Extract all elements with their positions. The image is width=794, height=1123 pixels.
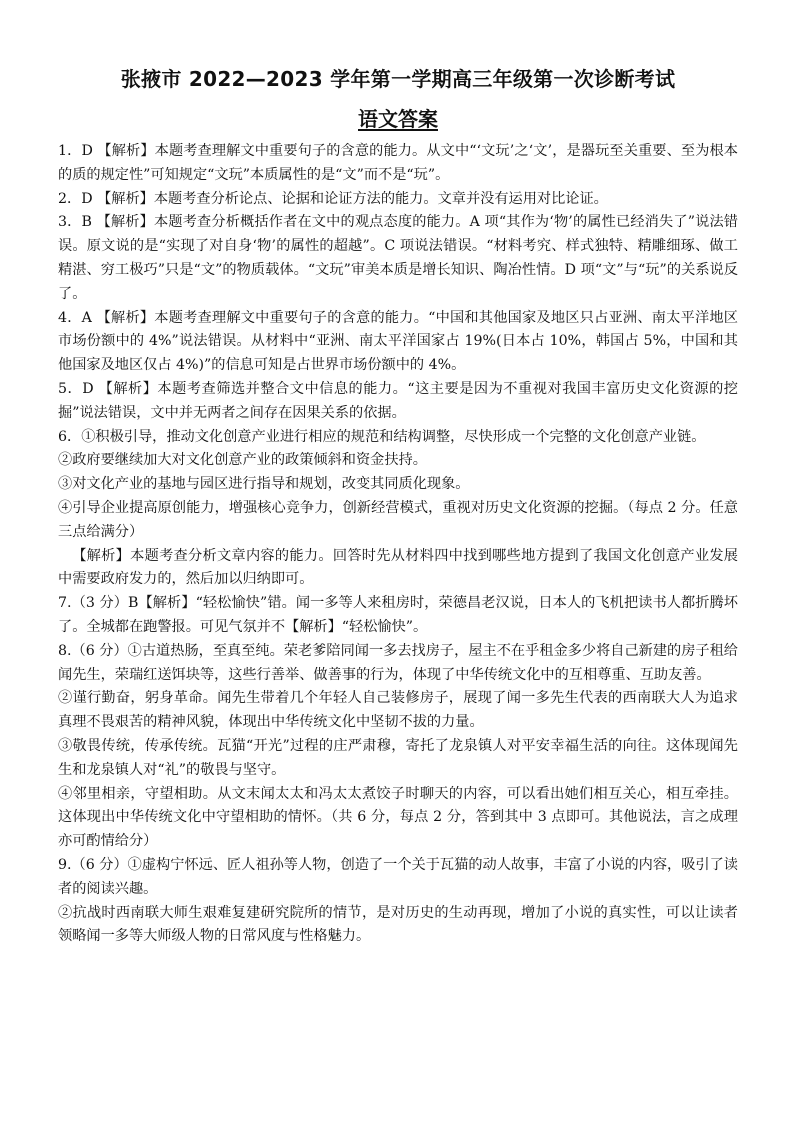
exam-title: 张掖市 2022—2023 学年第一学期高三年级第一次诊断考试	[120, 67, 676, 91]
answer-item-7: 7.（3 分）B【解析】“轻松愉快”错。闻一多等人来租房时，荣德昌老汉说，日本人的飞机把读书人都折腾坏了。全城都在跑警报。可见气氛并不【解析】“轻松愉快”。	[58, 595, 738, 635]
answer-item-9-point-1: 9.（6 分）①虚构宁怀远、匠人祖孙等人物，创造了一个关于瓦猫的动人故事，丰富了小说的内容，吸引了读者的阅读兴趣。	[58, 856, 738, 897]
answer-item-6-point-4: ④引导企业提高原创能力，增强核心竞争力，创新经营模式，重视对历史文化资源的挖掘。（每点 2 分。任意三点给满分）	[58, 499, 738, 540]
answer-item-4: 4．A 【解析】本题考查理解文中重要句子的含意的能力。“中国和其他国家及地区只占亚洲、南太平洋地区市场份额中的 4%”说法错误。从材料中“亚洲、南太平洋国家占 19%(日本占 10%，韩国占 5%，中国和其他国家及地区仅占 4%)”的信息可知是占世界市场份额中的 4%。	[58, 309, 738, 374]
answer-item-6-analysis: 【解析】本题考查分析文章内容的能力。回答时先从材料四中找到哪些地方提到了我国文化创意产业发展中需要政府发力的，然后加以归纳即可。	[58, 547, 738, 588]
answer-item-1: 1．D 【解析】本题考查理解文中重要句子的含意的能力。从文中“‘文玩’之‘文’，是器玩至关重要、至为根本的质的规定性”可知规定“文玩”本质属性的是“文”而不是“玩”。	[58, 143, 738, 183]
answer-item-8-point-2: ②谨行勤奋，躬身革命。闻先生带着几个年轻人自己装修房子，展现了闻一多先生代表的西南联大人为追求真理不畏艰苦的精神风貌，体现出中华传统文化中坚韧不拔的力量。	[58, 690, 738, 731]
answer-item-8-point-3: ③敬畏传统，传承传统。瓦猫“开光”过程的庄严肃穆，寄托了龙泉镇人对平安幸福生活的向往。这体现闻先生和龙泉镇人对“礼”的敬畏与坚守。	[58, 737, 738, 778]
answer-item-5: 5．D 【解析】本题考查筛选并整合文中信息的能力。“这主要是因为不重视对我国丰富历史文化资源的挖掘”说法错误，文中并无两者之间存在因果关系的依据。	[58, 380, 738, 421]
answer-item-2: 2．D 【解析】本题考查分析论点、论据和论证方法的能力。文章并没有运用对比论证。	[58, 190, 608, 207]
answer-item-6-point-1: 6．①积极引导，推动文化创意产业进行相应的规范和结构调整，尽快形成一个完整的文化创意产业链。	[58, 428, 706, 445]
answer-item-6-point-3: ③对文化产业的基地与园区进行指导和规划，改变其同质化现象。	[58, 476, 470, 493]
answer-item-8-point-1: 8.（6 分）①古道热肠，至真至纯。荣老爹陪同闻一多去找房子，屋主不在乎租金多少将自己新建的房子租给闻先生，荣瑞红送饵块等，这些行善举、做善事的行为，体现了中华传统文化中的互相尊重、互助友善。	[58, 642, 738, 683]
answer-item-9-point-2: ②抗战时西南联大师生艰难复建研究院所的情节，是对历史的生动再现，增加了小说的真实性，可以让读者领略闻一多等大师级人物的日常风度与性格魅力。	[58, 904, 738, 945]
answer-key-heading-text: 语文答案	[358, 107, 438, 131]
answer-key-heading	[58, 106, 738, 132]
answer-body	[58, 140, 738, 949]
answer-item-6-point-2: ②政府要继续加大对文化创意产业的政策倾斜和资金扶持。	[58, 452, 427, 469]
answer-item-8-point-4: ④邻里相亲，守望相助。从文末闻太太和冯太太煮饺子时聊天的内容，可以看出她们相互关心，相互牵挂。这体现出中华传统文化中守望相助的情怀。（共 6 分，每点 2 分，答到其中 3 点即可。其他说法，言之成理亦可酌情给分）	[58, 785, 738, 850]
answer-item-3: 3．B 【解析】本题考查分析概括作者在文中的观点态度的能力。A 项“其作为‘物’的属性已经消失了”说法错误。原文说的是“实现了对自身‘物’的属性的超越”。C 项说法错误。“材料考究、样式独特、精雕细琢、做工精湛、穷工极巧”只是“文”的物质载体。“文玩”审美本质是增长知识、陶冶性情。D 项“文”与“玩”的关系说反了。	[58, 214, 738, 302]
